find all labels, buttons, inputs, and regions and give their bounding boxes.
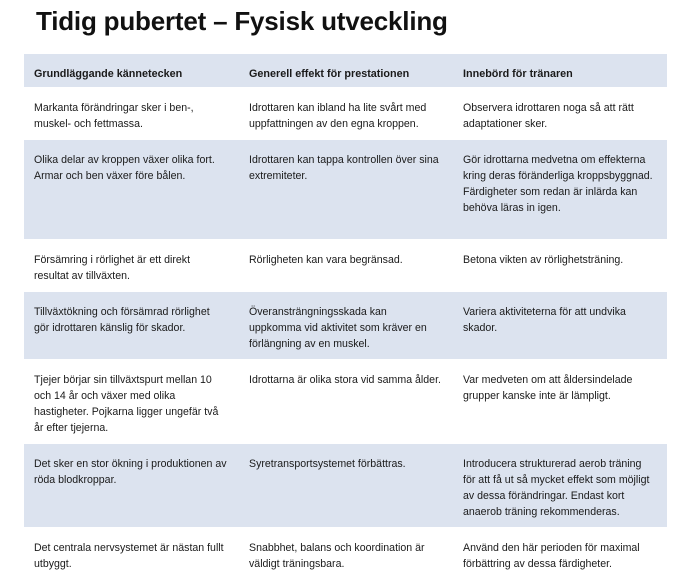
table-row (24, 292, 667, 360)
table-cell: Introducera strukturerad aerob träning för att få ut så mycket effekt som möjligt av dessa förändringar. Endast kort anaerob träning rekommenderas. (463, 458, 650, 518)
table-cell: Försämring i rörlighet är ett direkt resultat av tillväxten. (34, 254, 191, 282)
table-row (24, 88, 667, 140)
table-cell: Det sker en stor ökning i produktionen av röda blodkroppar. (34, 458, 227, 486)
table-cell: Idrottarna är olika stora vid samma ålder. (249, 374, 441, 386)
table-cell: Snabbhet, balans och koordination är väldigt träningsbara. (249, 542, 425, 570)
table-cell: Observera idrottaren noga så att rätt adaptationer sker. (463, 102, 634, 130)
table-row (24, 140, 667, 240)
table-cell: Idrottaren kan ibland ha lite svårt med uppfattningen av den egna kroppen. (249, 102, 427, 130)
table-row (24, 444, 667, 528)
table-cell: Gör idrottarna medvetna om effekterna kring deras föränderliga kroppsbyggnad. Färdigheter som redan är inlärda kan behöva läras in igen. (463, 154, 653, 214)
table-cell: Tjejer börjar sin tillväxtspurt mellan 10 och 14 år och växer med olika hastigheter. Pojkarna ligger ungefär två år efter tjejerna. (34, 374, 219, 434)
table-row (24, 240, 667, 292)
development-table (24, 54, 667, 582)
table-cell: Olika delar av kroppen växer olika fort. Armar och ben växer före bålen. (34, 154, 215, 182)
column-header: Innebörd för tränaren (463, 68, 573, 80)
page-title: Tidig pubertet – Fysisk utveckling (36, 6, 448, 36)
table-cell: Tillväxtökning och försämrad rörlighet gör idrottaren känslig för skador. (34, 306, 210, 334)
table-cell: Var medveten om att åldersindelade grupper kanske inte är lämpligt. (463, 374, 633, 402)
table-cell: Det centrala nervsystemet är nästan fullt utbyggt. (34, 542, 224, 570)
table-header-row (24, 54, 667, 88)
table-cell: Variera aktiviteterna för att undvika skador. (463, 306, 626, 334)
table-cell: Rörligheten kan vara begränsad. (249, 254, 403, 266)
table-cell: Överansträngningsskada kan uppkomma vid aktivitet som kräver en förlängning av en muskel. (249, 306, 427, 350)
table-row (24, 360, 667, 444)
table-cell: Markanta förändringar sker i ben-, muskel- och fettmassa. (34, 102, 194, 130)
table-cell: Idrottaren kan tappa kontrollen över sina extremiteter. (249, 154, 439, 182)
table-row (24, 528, 667, 582)
column-header: Grundläggande kännetecken (34, 68, 183, 80)
table-cell: Syretransportsystemet förbättras. (249, 458, 406, 470)
column-header: Generell effekt för prestationen (249, 68, 410, 80)
table-cell: Betona vikten av rörlighetsträning. (463, 254, 624, 266)
table-cell: Använd den här perioden för maximal förbättring av dessa färdigheter. (463, 542, 640, 570)
